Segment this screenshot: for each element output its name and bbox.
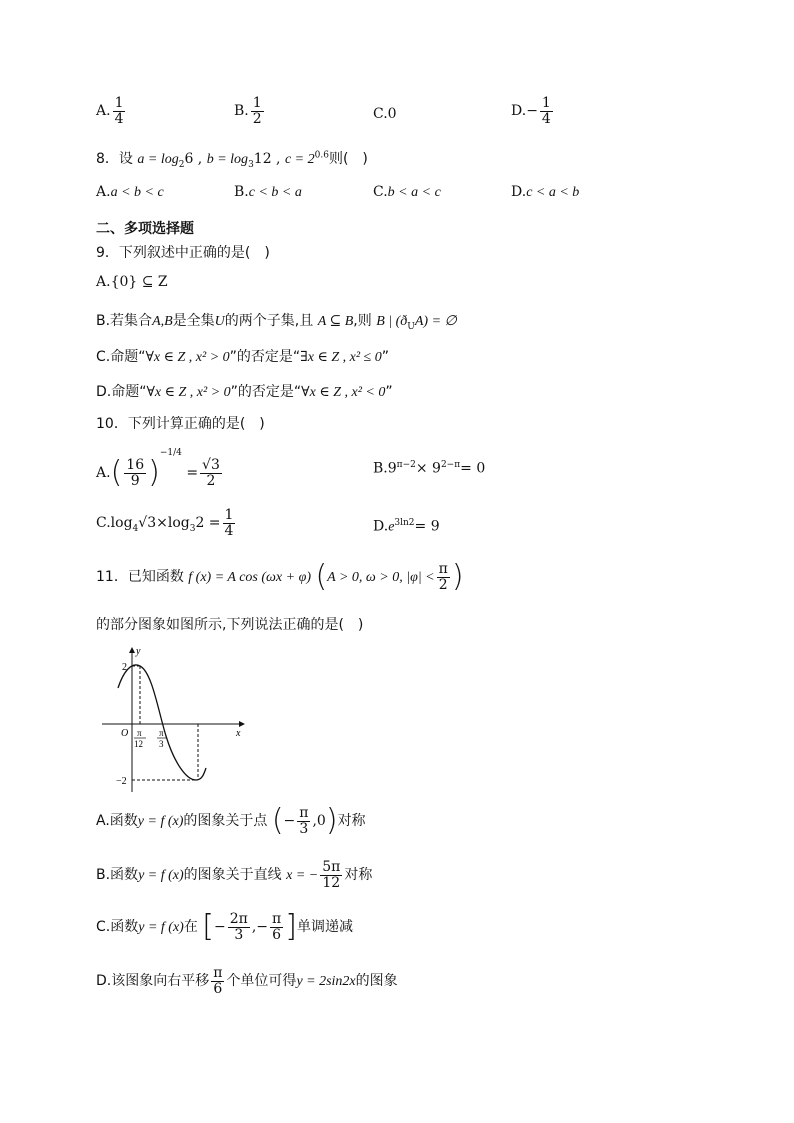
q7-option-b: B. $\frac{1}{2}$ [234, 95, 262, 127]
q9-option-b: B.若集合A,B是全集U的两个子集,且 A ⊆ B,则 B | $(ð_UA)$ = ∅ [96, 313, 457, 332]
q11-stem: 11．已知函数 f (x) = A cos (ωx + φ) (A > 0, ω > 0, |φ| < $\frac{\pi}{2}$ ) [96, 559, 464, 595]
q7-option-d: D.− $\frac{1}{4}$ [511, 95, 551, 127]
q9-stem: 9．下列叙述中正确的是( ) [96, 245, 270, 261]
q10-stem: 10．下列计算正确的是( ) [96, 416, 265, 432]
q10-option-b: $B.9^{\pi-2}\times 9^{2-\pi}= 0$ [373, 460, 486, 477]
q11-option-b: B.函数y = f (x)的图象关于直线 x = − $\frac{5\pi}{12}$ 对称 [96, 859, 373, 891]
q8-option-a: A.a < b < c [96, 184, 164, 200]
q11-graph [96, 640, 256, 800]
q9-option-a: A.{0} ⊆ Z [96, 274, 168, 290]
y-tick-neg2: −2 [116, 776, 127, 787]
q10-option-a: A.( $\frac{16}{9}$ )$^{-1/4}$ = $\frac{√3}{2}$ [96, 448, 220, 490]
x-tick-pi12-num: π [137, 728, 142, 738]
q11-option-d: D.该图象向右平移 $\frac{\pi}{6}$ 个单位可得y = 2sin2x的图象 [96, 965, 398, 997]
q9-option-d: D.命题“∀x ∈ Z , x² > 0”的否定是“∀x ∈ Z , x² < 0” [96, 384, 393, 400]
q9-option-c: C.命题“∀x ∈ Z , x² > 0”的否定是“∃x ∈ Z , x² ≤ 0” [96, 349, 389, 365]
x-tick-pi12-den: 12 [134, 739, 143, 749]
y-tick-2: 2 [122, 662, 127, 673]
cosine-curve [118, 665, 206, 780]
q8-option-b: B.c < b < a [234, 184, 302, 200]
q8-option-d: D.c < a < b [511, 184, 580, 200]
x-tick-pi3-num: π [159, 728, 164, 738]
q8-stem: 8．设 $a = \log_26$ , $b = \log_312$ , $c = 2^{0.6}$则( ) [96, 150, 368, 170]
q11-option-a: A.函数y = f (x)的图象关于点 (− $\frac{\pi}{3}$ ,0)对称 [96, 803, 366, 839]
section-title: 二、多项选择题 [96, 221, 194, 237]
x-label: x [236, 728, 241, 739]
x-tick-pi3-den: 3 [159, 739, 164, 749]
q11-stem-line2: 的部分图象如图所示,下列说法正确的是( ) [96, 617, 364, 633]
origin-label: O [121, 728, 129, 739]
q10-option-c: $C.\log_4√3\times\log_32$ = $\frac{1}{4}$ [96, 507, 234, 539]
y-label: y [136, 646, 141, 657]
q7-option-c: C.0 [373, 106, 397, 122]
q11-option-c: C.函数y = f (x)在 [− $\frac{2\pi}{3}$ ,− $\frac{\pi}{6}$ ]单调递减 [96, 909, 353, 945]
q7-option-a: A. $\frac{1}{4}$ [96, 95, 124, 127]
q8-option-c: C.b < a < c [373, 184, 441, 200]
q10-option-d: $D.e^{3ln2}= 9$ [373, 518, 440, 535]
